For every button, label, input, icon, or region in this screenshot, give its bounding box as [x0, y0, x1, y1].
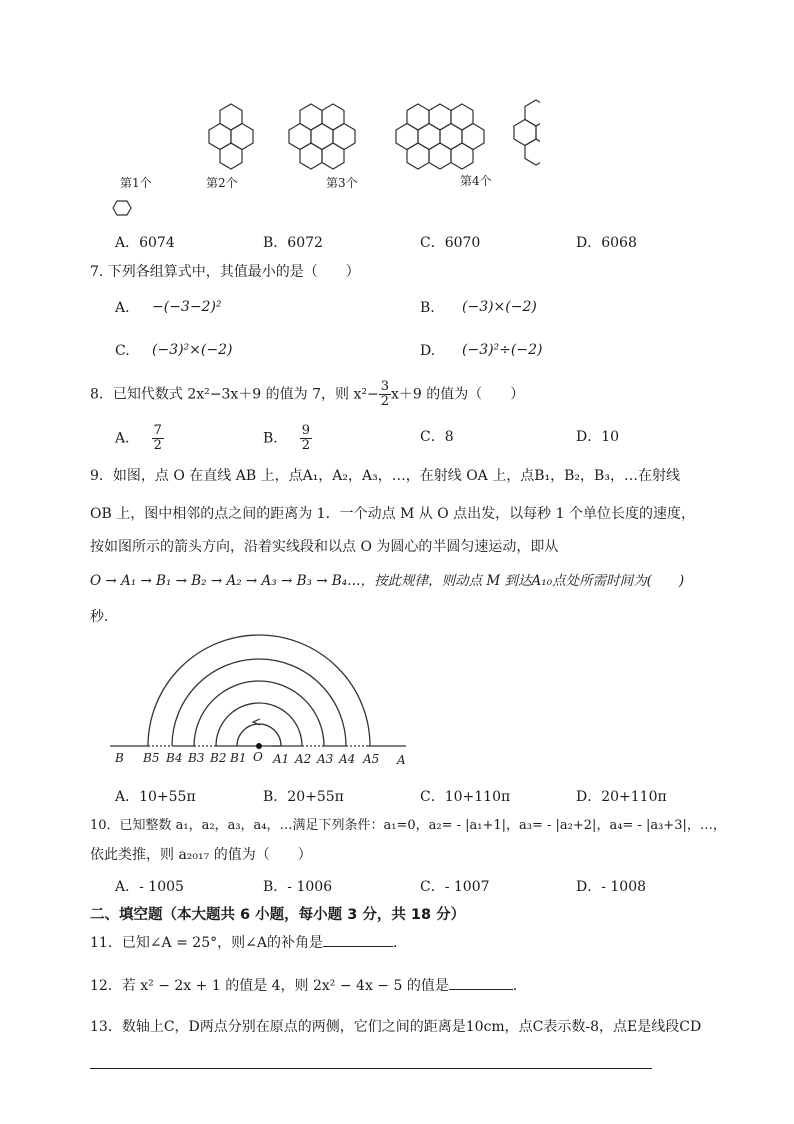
- fig-label-A: A: [397, 753, 406, 767]
- q8-b-num: 9: [301, 423, 311, 438]
- hex-figure-4: [514, 100, 540, 165]
- fig-label-A4: A4: [339, 752, 356, 766]
- hex-figure-1: [209, 104, 253, 169]
- q7-option-b-expr: (−3)×(−2): [462, 299, 537, 315]
- q8-stem-suffix: x＋9 的值为（ ）: [391, 386, 525, 403]
- q10-option-a[interactable]: A．- 1005: [115, 879, 184, 895]
- footer-rule: [90, 1068, 652, 1069]
- q9-option-c[interactable]: C．10+110π: [420, 789, 511, 805]
- q8-a-den: 2: [153, 438, 162, 453]
- q11-end: ．: [392, 935, 407, 951]
- hex-figure-2: [289, 104, 355, 169]
- q11-text: 11．已知∠A = 25°，则∠A的补角是: [90, 935, 323, 951]
- q8-option-b[interactable]: [263, 424, 312, 453]
- q8-b-den: 2: [301, 438, 311, 453]
- q6-option-b[interactable]: B．6072: [263, 235, 323, 251]
- fig-label-B5: B5: [143, 751, 160, 765]
- q12-end: ．: [512, 978, 527, 994]
- q10-option-b[interactable]: B．- 1006: [263, 879, 333, 895]
- hex-caption-4: 第4个: [460, 174, 492, 188]
- q8-option-b-frac: [300, 424, 312, 453]
- q9-line-4: O → A₁ → B₁ → B₂ → A₂ → A₃ → B₃ → B₄…，按此规律，则动点 M 到达A₁₀点处所需时间为( ): [90, 573, 685, 589]
- hex-caption-3: 第3个: [326, 176, 358, 190]
- q7-stem: 7. 下列各组算式中，其值最小的是（ ）: [90, 264, 360, 280]
- q10-line-2: 依此类推，则 a₂₀₁₇ 的值为（ ）: [90, 847, 312, 863]
- q8-frac-den: 2: [380, 394, 389, 409]
- q9-line-1: 9．如图，点 O 在直线 AB 上，点A₁，A₂，A₃，…，在射线 OA 上，点B₁，B₂，B₃，…在射线: [90, 468, 680, 484]
- hexagon-icon: [107, 199, 137, 219]
- q8-option-a[interactable]: [115, 424, 164, 453]
- q7-option-a-label[interactable]: A.: [115, 300, 130, 316]
- fig-label-A5: A5: [363, 752, 380, 766]
- q8-stem: [90, 380, 524, 409]
- q6-option-d[interactable]: D．6068: [576, 235, 637, 251]
- q7-option-a-expr: −(−3−2)²: [152, 299, 222, 315]
- q9-line-5: 秒．: [90, 609, 118, 625]
- q8-fraction: [379, 380, 391, 409]
- q10-option-c[interactable]: C．- 1007: [420, 879, 490, 895]
- q8-a-num: 7: [153, 423, 162, 438]
- q7-option-c-expr: (−3)²×(−2): [152, 342, 233, 358]
- q11-answer-blank[interactable]: [323, 932, 393, 947]
- q9-option-b[interactable]: B．20+55π: [263, 789, 344, 805]
- fig-label-B2: B2: [210, 751, 227, 765]
- fig-label-B4: B4: [166, 751, 183, 765]
- q10-option-d[interactable]: D．- 1008: [576, 879, 647, 895]
- q8-option-b-label: B．: [263, 430, 288, 447]
- fig-label-A2: A2: [295, 752, 312, 766]
- hex-caption-1: 第1个: [120, 176, 152, 190]
- q6-option-a[interactable]: A．6074: [115, 235, 175, 251]
- q12: [90, 975, 527, 996]
- q13-text: 13．数轴上C，D两点分别在原点的两侧，它们之间的距离是10cm，点C表示数-8，点E是线段CD: [90, 1019, 702, 1035]
- fig-label-A1: A1: [273, 752, 290, 766]
- fig-label-B3: B3: [188, 751, 205, 765]
- q9-option-d[interactable]: D．20+110π: [576, 789, 667, 805]
- q11: [90, 932, 407, 953]
- q9-line-2: OB 上，图中相邻的点之间的距离为 1．一个动点 M 从 O 点出发，以每秒 1 个单位长度的速度，: [90, 506, 695, 522]
- q7-option-b-label[interactable]: B.: [420, 300, 435, 316]
- fig-label-B1: B1: [230, 751, 247, 765]
- semicircle-path-figure: [110, 630, 420, 770]
- q6-option-c[interactable]: C．6070: [420, 235, 481, 251]
- hex-caption-2: 第2个: [206, 176, 238, 190]
- q8-option-c[interactable]: C．8: [420, 429, 454, 445]
- q8-option-a-label: A．: [115, 430, 140, 447]
- section-2-title: 二、填空题（本大题共 6 小题，每小题 3 分，共 18 分）: [90, 907, 466, 923]
- q9-line-3: 按如图所示的箭头方向，沿着实线段和以点 O 为圆心的半圆匀速运动，即从: [90, 539, 559, 555]
- q7-option-c-label[interactable]: C.: [115, 343, 130, 359]
- hex-figure-3: [396, 104, 484, 169]
- fig-label-A3: A3: [317, 752, 334, 766]
- q9-option-a[interactable]: A．10+55π: [115, 789, 196, 805]
- q10-line-1: 10．已知整数 a₁，a₂，a₃，a₄，…满足下列条件：a₁=0，a₂= - |a₁+1|，a₃= - |a₂+2|，a₄= - |a₃+3|，…，: [90, 818, 726, 833]
- fig-label-O: O: [253, 750, 263, 764]
- q8-option-a-frac: [152, 424, 164, 453]
- fig-label-B: B: [115, 751, 124, 765]
- q8-stem-prefix: 8．已知代数式 2x²−3x＋9 的值为 7，则 x²−: [90, 386, 379, 403]
- q7-option-d-expr: (−3)²÷(−2): [462, 342, 543, 358]
- q7-option-d-label[interactable]: D.: [420, 343, 436, 359]
- q8-frac-num: 3: [380, 379, 389, 394]
- q8-option-d[interactable]: D．10: [576, 429, 620, 445]
- q12-answer-blank[interactable]: [449, 975, 513, 990]
- q12-text: 12．若 x² − 2x + 1 的值是 4，则 2x² − 4x − 5 的值是: [90, 978, 449, 994]
